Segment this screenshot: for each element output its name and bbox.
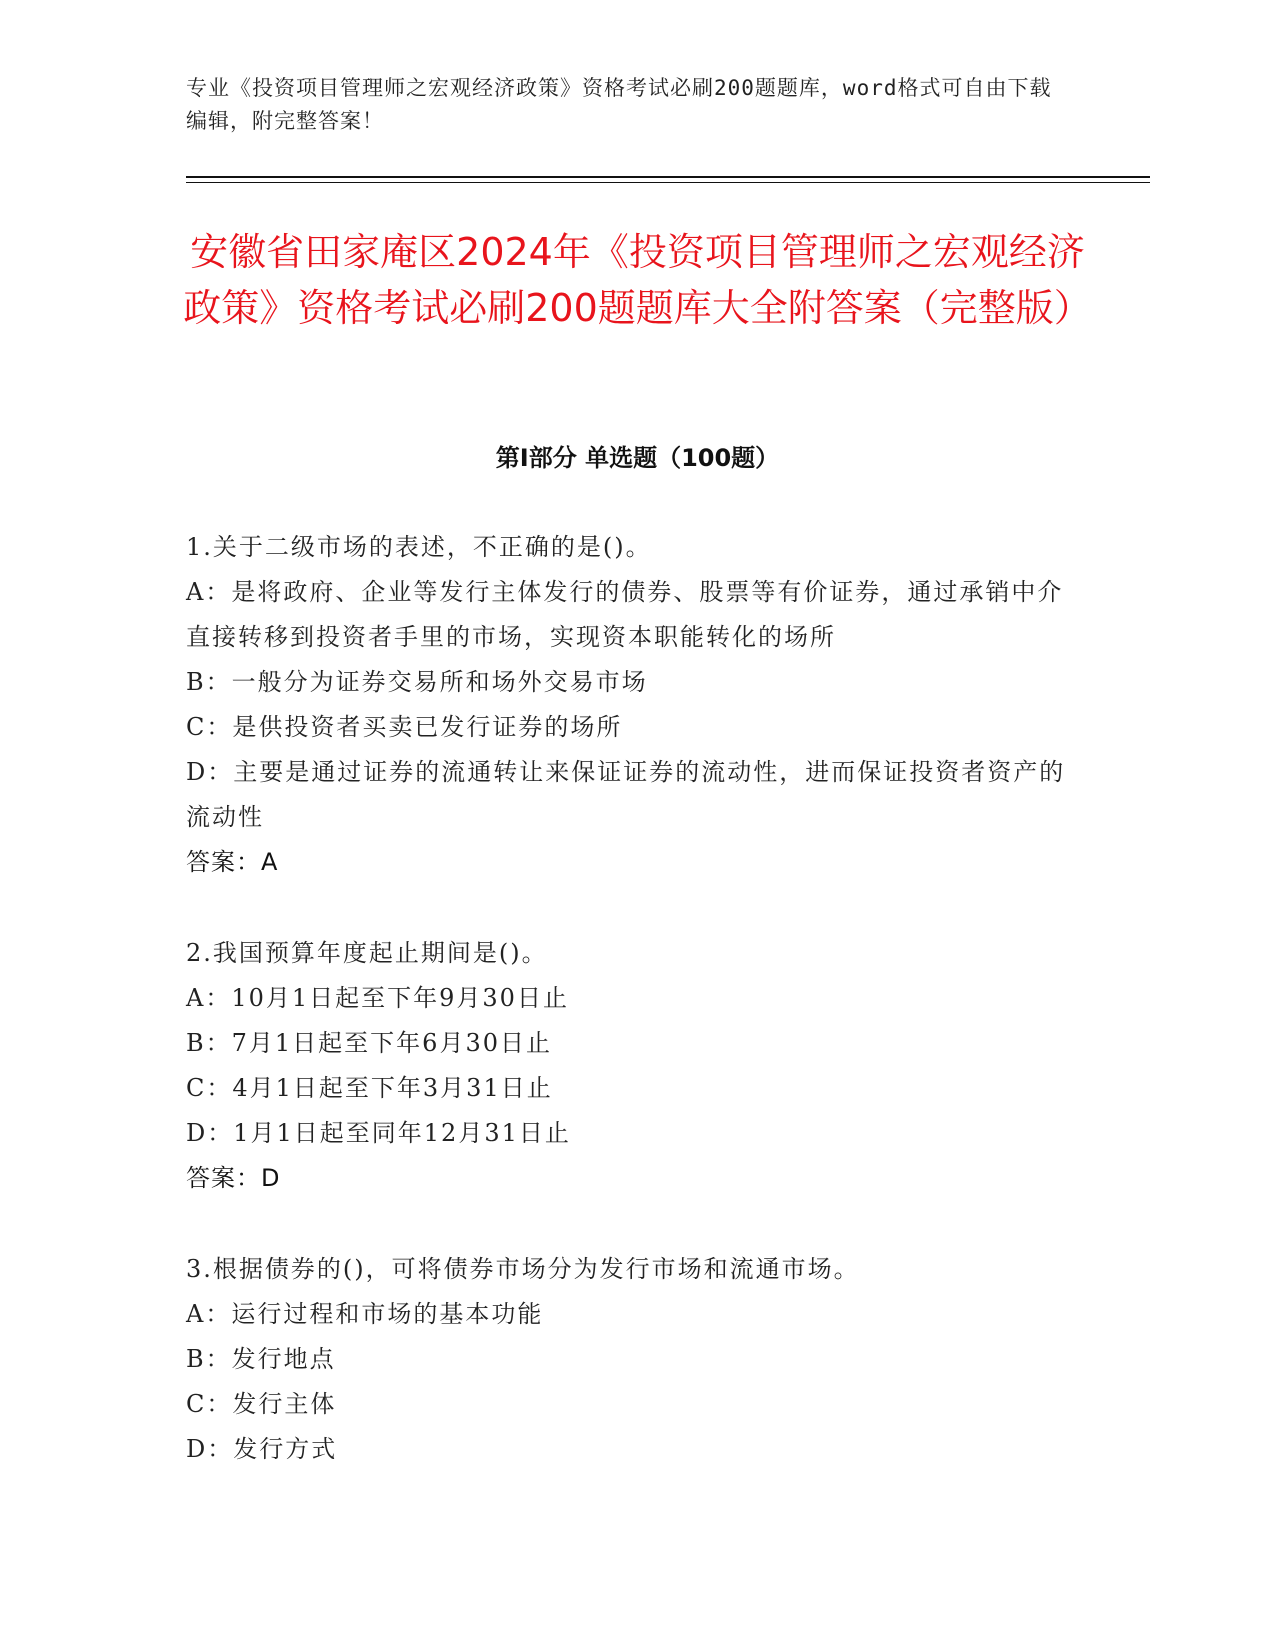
question-stem: 1.关于二级市场的表述，不正确的是()。 bbox=[186, 533, 652, 561]
option-d: D：主要是通过证券的流通转让来保证证券的流动性，进而保证投资者资产的流动性 bbox=[186, 758, 1066, 831]
question-1 bbox=[186, 525, 1086, 885]
option-a: A：是将政府、企业等发行主体发行的债券、股票等有价证券，通过承销中介直接转移到投资者手里的市场，实现资本职能转化的场所 bbox=[186, 578, 1064, 651]
option-b: B：7月1日起至下年6月30日止 bbox=[186, 1029, 552, 1057]
option-c: C：是供投资者买卖已发行证券的场所 bbox=[186, 713, 623, 741]
header-divider-thin bbox=[186, 182, 1150, 183]
header-divider-thick bbox=[186, 176, 1150, 178]
question-stem: 2.我国预算年度起止期间是()。 bbox=[186, 939, 548, 967]
option-d: D：发行方式 bbox=[186, 1435, 338, 1463]
answer: 答案：D bbox=[186, 1164, 281, 1192]
question-2 bbox=[186, 931, 1086, 1201]
header-note: 专业《投资项目管理师之宏观经济政策》资格考试必刷200题题库，word格式可自由下载编辑，附完整答案！ bbox=[186, 76, 1052, 133]
option-c: C：4月1日起至下年3月31日止 bbox=[186, 1074, 553, 1102]
option-a: A：10月1日起至下年9月30日止 bbox=[186, 984, 569, 1012]
option-a: A：运行过程和市场的基本功能 bbox=[186, 1300, 544, 1328]
document-title: 安徽省田家庵区2024年《投资项目管理师之宏观经济政策》资格考试必刷200题题库大全附答案（完整版） bbox=[183, 230, 1092, 330]
option-b: B：发行地点 bbox=[186, 1345, 336, 1373]
option-c: C：发行主体 bbox=[186, 1390, 337, 1418]
section-title: 第Ⅰ部分 单选题（100题） bbox=[495, 444, 780, 472]
answer: 答案：A bbox=[186, 848, 279, 876]
question-list bbox=[186, 525, 1086, 1518]
option-d: D：1月1日起至同年12月31日止 bbox=[186, 1119, 571, 1147]
question-3 bbox=[186, 1247, 1086, 1472]
question-stem: 3.根据债券的()，可将债券市场分为发行市场和流通市场。 bbox=[186, 1255, 860, 1283]
option-b: B：一般分为证券交易所和场外交易市场 bbox=[186, 668, 648, 696]
